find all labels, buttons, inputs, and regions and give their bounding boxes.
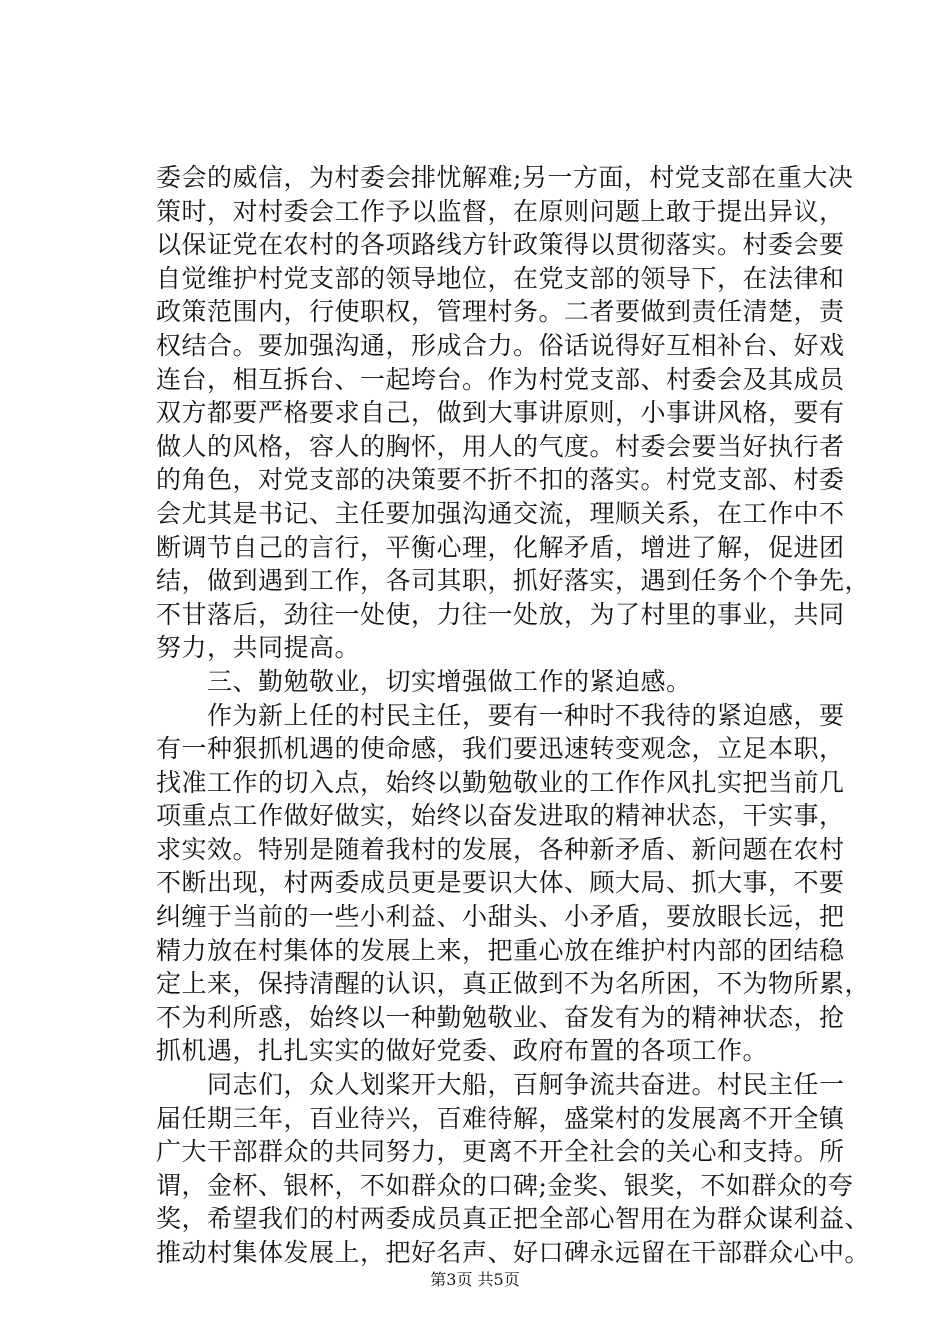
text-line: 推动村集体发展上，把好名声、好口碑永远留在干部群众心中。 xyxy=(156,1238,871,1267)
text-line: 奖，希望我们的村两委成员真正把全部心智用在为群众谋利益、 xyxy=(156,1204,871,1234)
text-line: 断调节自己的言行，平衡心理，化解矛盾，增进了解，促进团 xyxy=(156,532,845,562)
body-text xyxy=(156,161,871,1270)
text-line: 自觉维护村党支部的领导地位，在党支部的领导下，在法律和 xyxy=(156,263,845,293)
text-line: 策时，对村委会工作予以监督，在原则问题上敢于提出异议， xyxy=(156,196,845,226)
page-number: 第3页 共5页 xyxy=(430,1270,520,1289)
text-line: 同志们，众人划桨开大船，百舸争流共奋进。村民主任一 xyxy=(156,1070,845,1100)
text-line: 有一种狠抓机遇的使命感，我们要迅速转变观念，立足本职， xyxy=(156,734,845,764)
text-line: 委会的威信，为村委会排忧解难;另一方面，村党支部在重大决 xyxy=(156,163,854,192)
text-line: 做人的风格，容人的胸怀，用人的气度。村委会要当好执行者 xyxy=(156,431,845,461)
text-line: 努力，共同提高。 xyxy=(156,633,361,663)
text-line: 的角色，对党支部的决策要不折不扣的落实。村党支部、村委 xyxy=(156,465,845,495)
text-line: 结，做到遇到工作，各司其职，抓好落实，遇到任务个个争先， xyxy=(156,566,871,596)
text-line: 作为新上任的村民主任，要有一种时不我待的紧迫感，要 xyxy=(156,700,845,730)
text-line: 项重点工作做好做实，始终以奋发进取的精神状态，干实事， xyxy=(156,801,845,831)
section-heading: 三、勤勉敬业，切实增强做工作的紧迫感。 xyxy=(156,666,692,696)
text-line: 届任期三年，百业待兴，百难待解，盛棠村的发展离不开全镇 xyxy=(156,1103,845,1133)
text-line: 以保证党在农村的各项路线方针政策得以贯彻落实。村委会要 xyxy=(156,230,845,260)
text-line: 连台，相互拆台、一起垮台。作为村党支部、村委会及其成员 xyxy=(156,364,845,394)
text-line: 广大干部群众的共同努力，更离不开全社会的关心和支持。所 xyxy=(156,1137,845,1167)
text-line: 不甘落后，劲往一处使，力往一处放，为了村里的事业，共同 xyxy=(156,599,845,629)
text-line: 不断出现，村两委成员更是要识大体、顾大局、抓大事，不要 xyxy=(156,868,845,898)
text-line: 政策范围内，行使职权，管理村务。二者要做到责任清楚，责 xyxy=(156,297,845,327)
text-line: 纠缠于当前的一些小利益、小甜头、小矛盾，要放眼长远，把 xyxy=(156,902,845,932)
text-line: 求实效。特别是随着我村的发展，各种新矛盾、新问题在农村 xyxy=(156,834,845,864)
text-line: 不为利所惑，始终以一种勤勉敬业、奋发有为的精神状态，抢 xyxy=(156,1002,845,1032)
text-line: 定上来，保持清醒的认识，真正做到不为名所困，不为物所累， xyxy=(156,969,871,999)
text-line: 权结合。要加强沟通，形成合力。俗话说得好互相补台、好戏 xyxy=(156,330,845,360)
text-line: 谓，金杯、银杯，不如群众的口碑;金奖、银奖，不如群众的夸 xyxy=(156,1170,854,1200)
text-line: 双方都要严格要求自己，做到大事讲原则，小事讲风格，要有 xyxy=(156,398,845,428)
text-line: 会尤其是书记、主任要加强沟通交流，理顺关系，在工作中不 xyxy=(156,498,845,528)
text-line: 抓机遇，扎扎实实的做好党委、政府布置的各项工作。 xyxy=(156,1036,769,1066)
text-line: 精力放在村集体的发展上来，把重心放在维护村内部的团结稳 xyxy=(156,935,845,965)
text-line: 找准工作的切入点，始终以勤勉敬业的工作作风扎实把当前几 xyxy=(156,767,845,797)
